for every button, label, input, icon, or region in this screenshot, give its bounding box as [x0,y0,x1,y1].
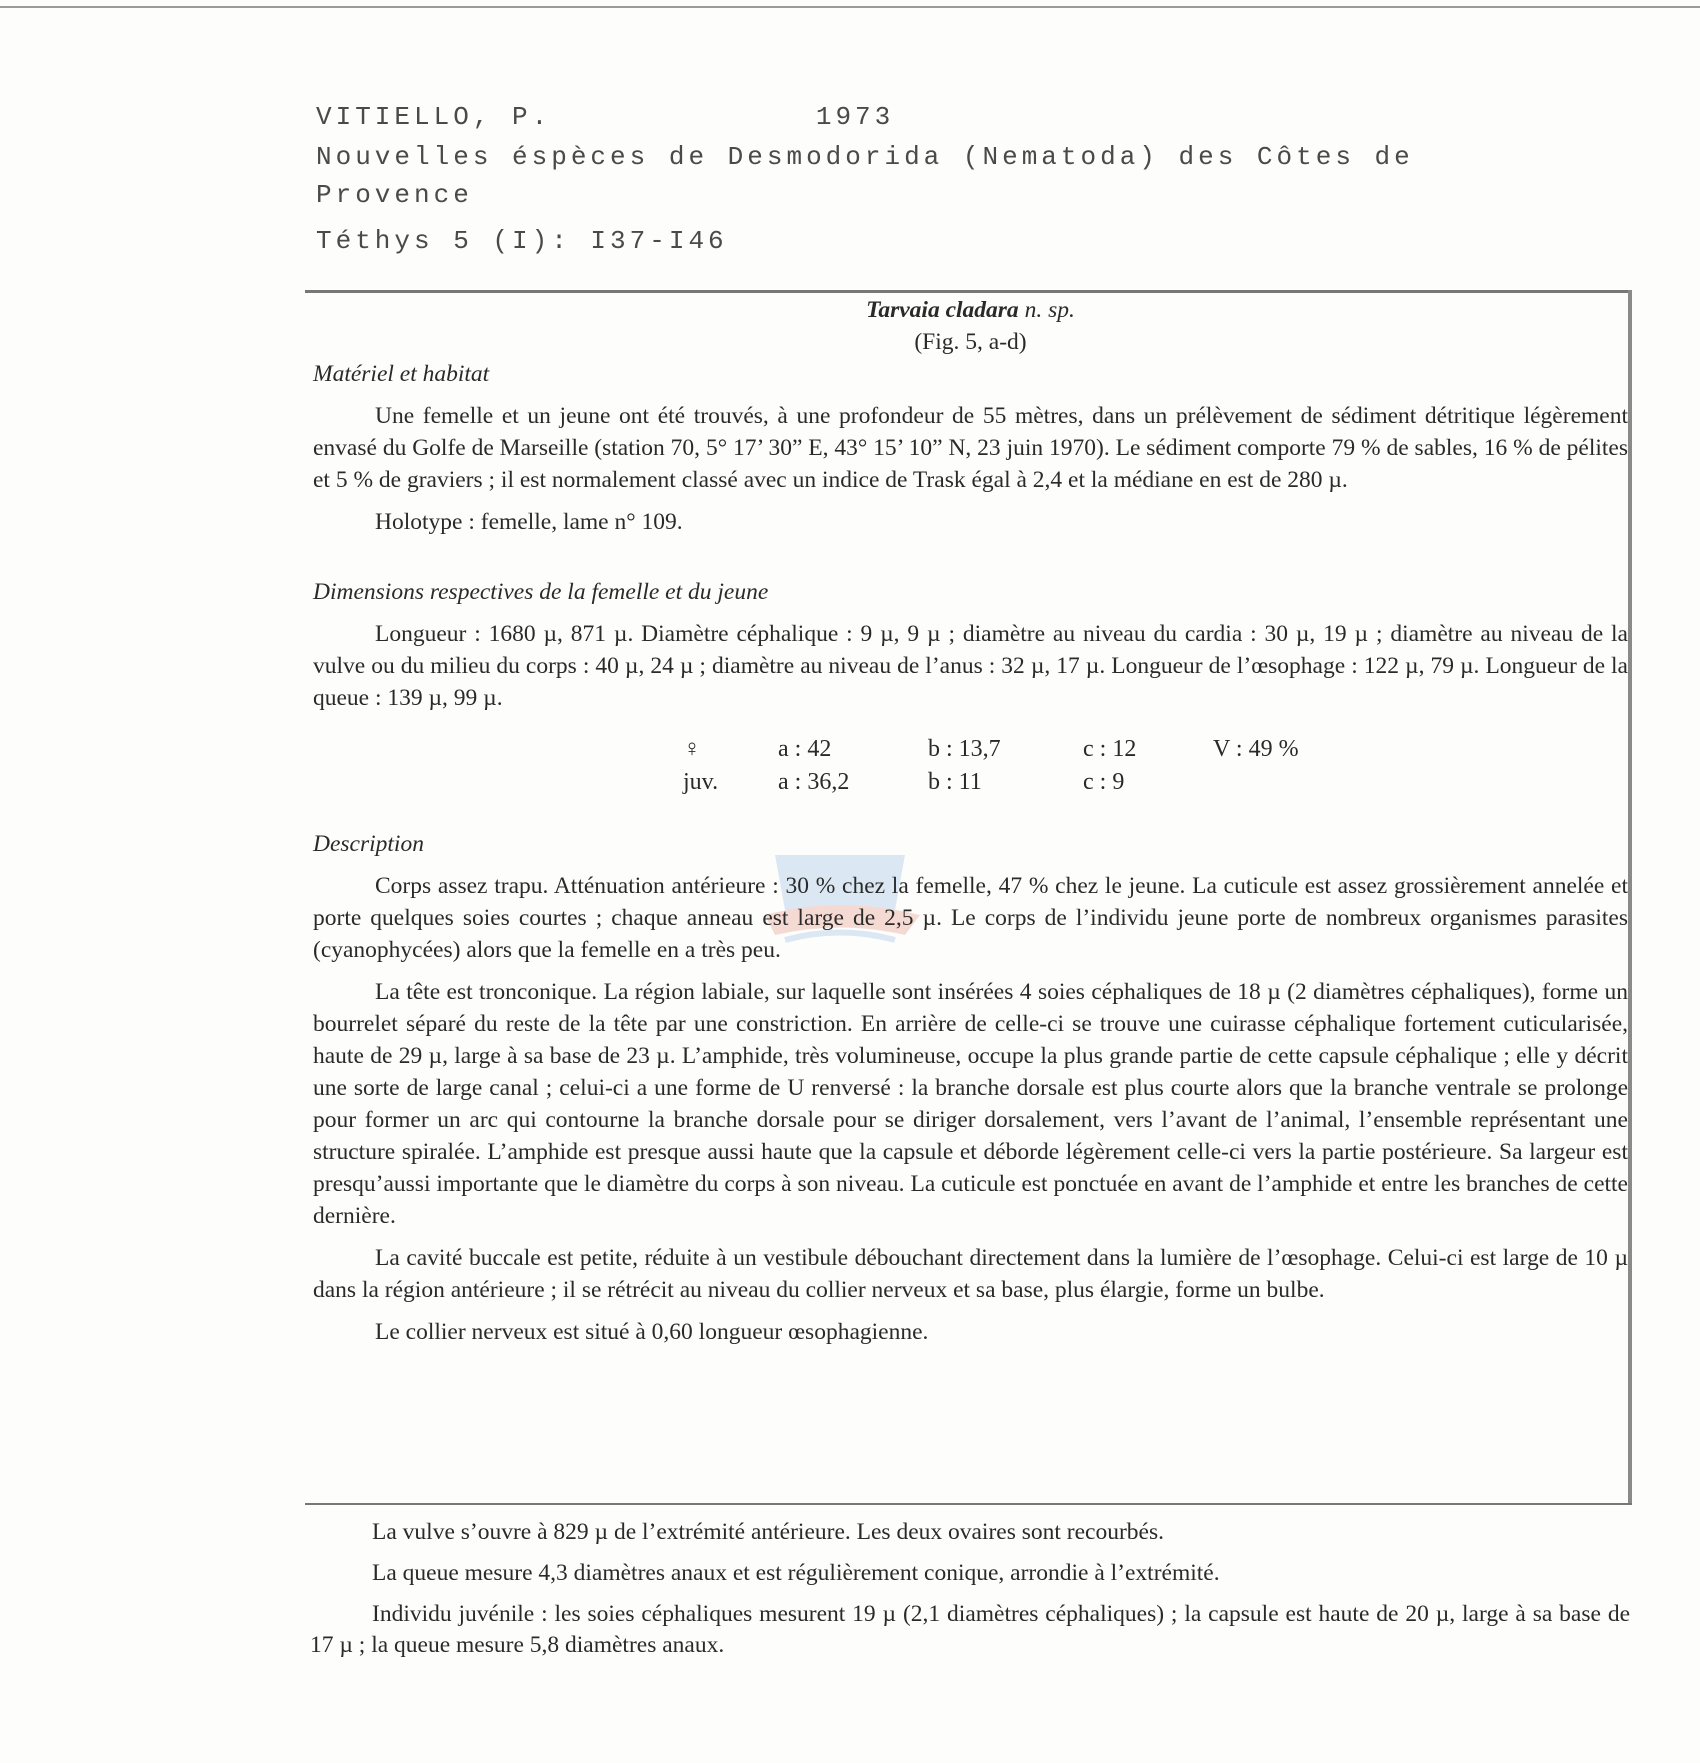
ratios-table [683,732,1383,798]
species-designation: n. sp. [1024,297,1075,323]
document-body [313,290,1628,1348]
female-ratio-b: b : 13,7 [928,735,1001,762]
frame-right-rule [1628,290,1632,1505]
description-paragraph-3: La cavité buccale est petite, réduite à un vestibule débouchant directement dans la lumière de l’œsophage. Celui-ci est large de 10 µ dans la région antérieure ; il se rétrécit au niveau du collier nerveux et sa base, plus élargie, forme un bulbe. [313,1245,1628,1303]
top-border-line [0,6,1700,8]
description-paragraph-6: La queue mesure 4,3 diamètres anaux et est régulièrement conique, arrondie à l’extrémité. [372,1560,1220,1586]
juvenile-ratio-b: b : 11 [928,768,982,795]
description-heading: Description [313,831,424,857]
dimensions-paragraph: Longueur : 1680 µ, 871 µ. Diamètre céphalique : 9 µ, 9 µ ; diamètre au niveau du cardia : 30 µ, 19 µ ; diamètre au niveau de la vulve ou du milieu du corps : 40 µ, 24 µ ; diamètre au niveau de l’anus : 32 µ, 17 µ. Longueur de l’œsophage : 122 µ, 79 µ. Longueur de la queue : 139 µ, 99 µ. [313,621,1628,711]
article-title-line-1: Nouvelles éspèces de Desmodorida (Nematoda) des Côtes de [316,142,1414,172]
description-paragraph-2: La tête est tronconique. La région labiale, sur laquelle sont insérées 4 soies céphaliques de 18 µ (2 diamètres céphaliques), forme un bourrelet séparé du reste de la tête par une constriction. En arrière de celle-ci se trouve une cuirasse céphalique fortement cuticularisée, haute de 29 µ, large à sa base de 23 µ. L’amphide, très volumineuse, occupe la plus grande partie de cette capsule céphalique ; elle y décrit une sorte de large canal ; celui-ci a une forme de U renversé : la branche dorsale est plus courte alors que la branche ventrale se prolonge pour former un arc qui contourne la branche dorsale pour se diriger dorsalement, vers l’avant de l’animal, l’ensemble représentant une structure spiralée. L’amphide est presque aussi haute que la capsule et déborde légèrement celle-ci vers la partie postérieure. Sa largeur est presqu’aussi importante que le diamètre du corps à son niveau. La cuticule est ponctuée en avant de l’amphide et entre les branches de cette dernière. [313,979,1628,1229]
dimensions-heading: Dimensions respectives de la femelle et du jeune [313,579,769,605]
ratios-row-female [683,732,1383,765]
author-year-line [316,102,1536,142]
female-ratio-a: a : 42 [778,735,832,762]
description-paragraph-7: Individu juvénile : les soies céphaliques mesurent 19 µ (2,1 diamètres céphaliques) ; la capsule est haute de 20 µ, large à sa base de 17 µ ; la queue mesure 5,8 diamètres anaux. [310,1601,1630,1658]
description-paragraph-1: Corps assez trapu. Atténuation antérieure : 30 % chez la femelle, 47 % chez le jeune. La cuticule est assez grossièrement annelée et porte quelques soies courtes ; chaque anneau est large de 2,5 µ. Le corps de l’individu jeune porte de nombreux organismes parasites (cyanophycées) alors que la femelle en a très peu. [313,873,1628,963]
journal-reference: Téthys 5 (I): I37-I46 [316,226,728,256]
juvenile-ratio-v [1213,765,1383,798]
holotype-paragraph: Holotype : femelle, lame n° 109. [375,509,683,535]
materiel-heading: Matériel et habitat [313,361,490,387]
female-symbol: ♀ [683,735,701,762]
juvenile-label: juv. [683,768,719,795]
description-paragraph-4: Le collier nerveux est situé à 0,60 longueur œsophagienne. [375,1319,929,1345]
citation-header [316,102,1536,266]
ratios-row-juvenile [683,765,1383,798]
author: VITIELLO, P. [316,102,552,132]
female-ratio-c: c : 12 [1083,735,1137,762]
female-ratio-v: V : 49 % [1213,735,1299,762]
juvenile-ratio-a: a : 36,2 [778,768,850,795]
year: 1973 [815,102,895,132]
figure-reference: (Fig. 5, a-d) [914,329,1027,355]
document-continuation [310,1505,1630,1661]
species-title [313,294,1628,326]
species-name: Tarvaia cladara [866,297,1019,323]
materiel-paragraph: Une femelle et un jeune ont été trouvés, à une profondeur de 55 mètres, dans un prélèvement de sédiment détritique légèrement envasé du Golfe de Marseille (station 70, 5° 17’ 30” E, 43° 15’ 10” N, 23 juin 1970). Le sédiment comporte 79 % de sables, 16 % de pélites et 5 % de graviers ; il est normalement classé avec un indice de Trask égal à 2,4 et la médiane en est de 280 µ. [313,403,1628,493]
description-paragraph-5: La vulve s’ouvre à 829 µ de l’extrémité antérieure. Les deux ovaires sont recourbés. [372,1519,1165,1545]
article-title-line-2: Provence [316,180,473,210]
juvenile-ratio-c: c : 9 [1083,768,1125,795]
